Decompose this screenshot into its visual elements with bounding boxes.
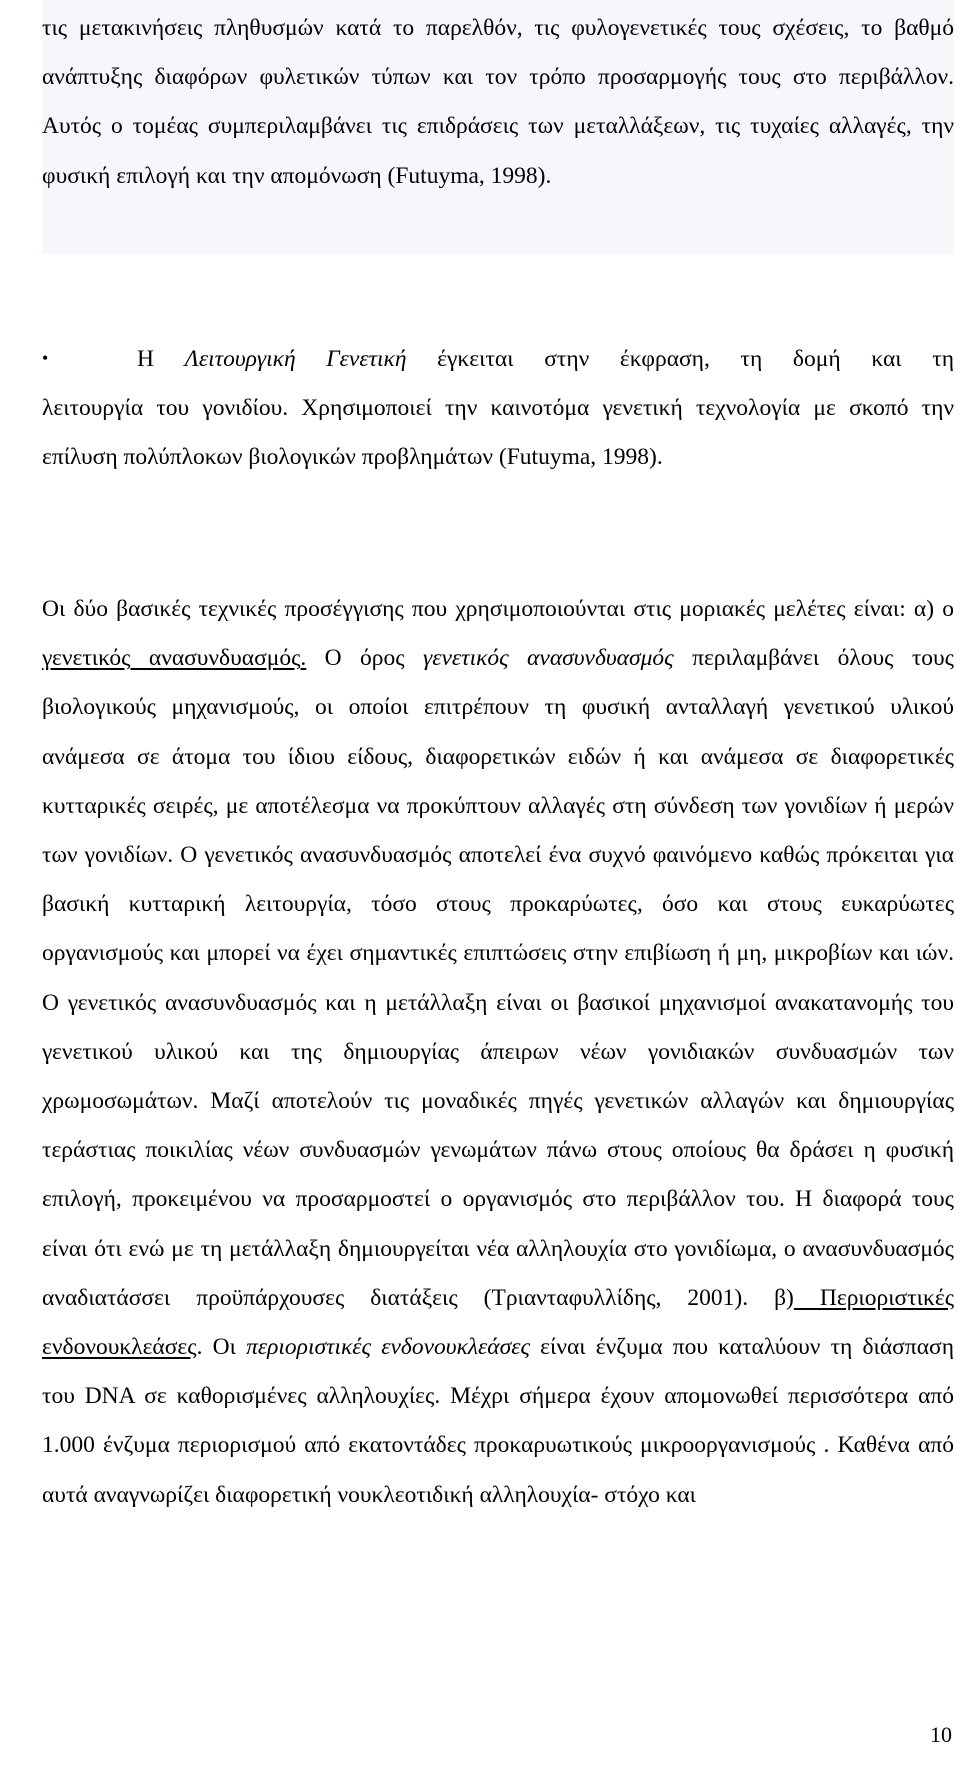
paragraph-text: τις μετακινήσεις πληθυσμών κατά το παρελθόν, τις φυλογενετικές τους σχέσεις, το βαθμό ανάπτυξης διαφόρων φυλετικών τύπων και τον τρόπο προσαρμογής τους στο περιβάλλον. Αυτός ο τομέας συμπεριλαμβάνει τις επιδράσεις των μεταλλάξεων, τις τυχαίες αλλαγές, την φυσική επιλογή και την απομόνωση (Futuyma, 1998).	[42, 15, 954, 189]
paragraph-population-genetics	[42, 0, 954, 254]
endonuclease-text-2: είναι ένζυμα που καταλύουν τη διάσπαση του DNA σε καθορισμένες αλληλουχίες. Μέχρι σήμερα έχουν απομονωθεί περισσότερα από 1.000 ένζυμα περιορισμού από εκατοντάδες προκαρυωτικούς μικροοργανισμούς . Καθένα από αυτά αναγνωρίζει διαφορετική νουκλεοτιδική αλληλουχία- στόχο και	[42, 1334, 954, 1508]
bullet-first-line-text: έγκειται στην έκφραση, τη δομή και τη	[406, 346, 954, 372]
bullet-marker: •	[42, 348, 49, 368]
term-restriction-endonucleases-heading: Περιοριστικές ενδονουκλεάσες	[42, 1284, 954, 1361]
bullet-item-functional-genetics	[42, 334, 954, 483]
paragraph-molecular-techniques	[42, 585, 954, 1520]
page-number: 10	[930, 1722, 952, 1747]
bullet-text: λειτουργία του γονιδίου. Χρησιμοποιεί την καινοτόμα γενετική τεχνολογία με σκοπό την επίλυση πολύπλοκων βιολογικών προβλημάτων (Futuyma, 1998).	[42, 395, 954, 471]
bullet-first-line	[42, 334, 954, 384]
term-genetic-recombination: γενετικός ανασυνδυασμός	[422, 645, 674, 672]
term-genetic-recombination-heading: γενετικός ανασυνδυασμός.	[42, 645, 307, 672]
recombination-text-2: περιλαμβάνει όλους τους βιολογικούς μηχανισμούς, οι οποίοι επιτρέπουν τη φυσική ανταλλαγή γενετικού υλικού ανάμεσα σε άτομα του ίδιου είδους, διαφορετικών ειδών ή και ανάμεσα σε διαφορετικές κυτταρικές σειρές, με αποτέλεσμα να προκύπτουν αλλαγές στη σύνδεση των γονιδίων ή μερών των γονιδίων. Ο γενετικός ανασυνδυασμός αποτελεί ένα συχνό φαινόμενο καθώς πρόκειται για βασική κυτταρική λειτουργία, τόσο στους προκαρύωτες, όσο και στους ευκαρύωτες οργανισμούς και μπορεί να έχει σημαντικές επιπτώσεις στην επιβίωση ή μη, μικροβίων και ιών. Ο γενετικός ανασυνδυασμός και η μετάλλαξη είναι οι βασικοί μηχανισμοί ανακατανομής του γενετικού υλικού και της δημιουργίας άπειρων νέων γονιδιακών συνδυασμών των χρωμοσωμάτων. Μαζί αποτελούν τις μοναδικές πηγές γενετικών αλλαγών και δημιουργίας τεράστιας ποικιλίας νέων συνδυασμών γενωμάτων πάνω στους οποίους θα δράσει η φυσική επιλογή, προκειμένου να προσαρμοστεί ο οργανισμός στο περιβάλλον του. Η διαφορά τους είναι ότι ενώ με τη μετάλλαξη δημιουργείται νέα αλληλουχία στο γονιδίωμα, ο ανασυνδυασμός αναδιατάσσει προϋπάρχουσες διατάξεις (Τριανταφυλλίδης, 2001). β)	[42, 645, 954, 1311]
recombination-text-1: Ο όρος	[306, 645, 423, 672]
bullet-article: Η	[137, 346, 154, 372]
intro-text: Οι δύο βασικές τεχνικές προσέγγισης που χρησιμοποιούνται στις μοριακές μελέτες είναι: α) ο	[42, 596, 954, 622]
endonuclease-text-1: . Οι	[196, 1334, 247, 1361]
term-functional-genetics: Λειτουργική Γενετική	[184, 346, 407, 372]
term-restriction-endonucleases: περιοριστικές ενδονουκλεάσες	[246, 1334, 531, 1361]
